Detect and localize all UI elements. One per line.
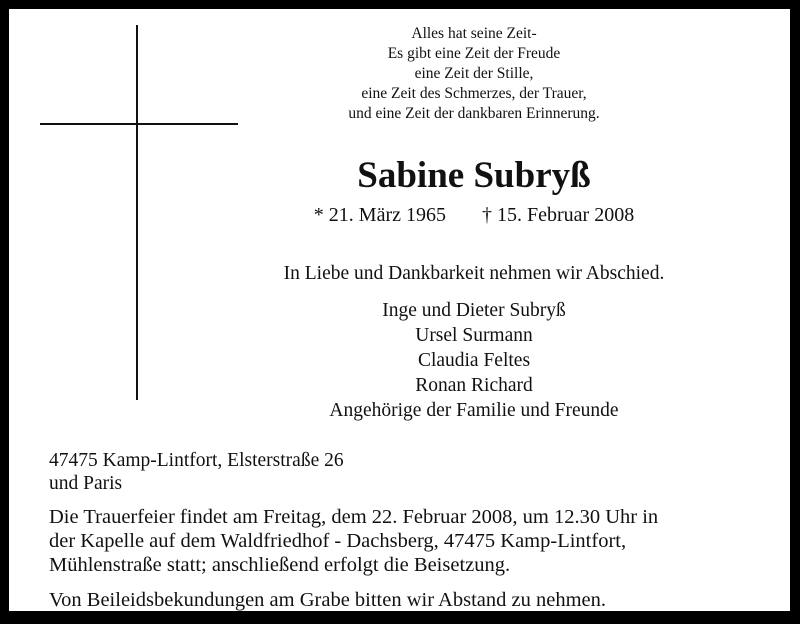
mourners-list [239, 298, 709, 423]
mourner: Ronan Richard [415, 375, 533, 396]
mourner: Angehörige der Familie und Freunde [329, 400, 619, 421]
poem-line: eine Zeit des Schmerzes, der Trauer, [361, 85, 587, 102]
ceremony-info [49, 505, 658, 577]
poem [239, 24, 709, 124]
mourner: Claudia Feltes [417, 350, 531, 371]
address-line: 47475 Kamp-Lintfort, Elsterstraße 26 [49, 450, 344, 471]
mourner: Inge und Dieter Subryß [382, 300, 566, 321]
mourner: Ursel Surmann [415, 325, 533, 346]
ceremony-line: Die Trauerfeier findet am Freitag, dem 22. Februar 2008, um 12.30 Uhr in [49, 506, 659, 528]
address-line: und Paris [49, 473, 123, 494]
farewell-line: In Liebe und Dankbarkeit nehmen wir Abschied. [283, 263, 665, 284]
poem-line: Es gibt eine Zeit der Freude [387, 45, 561, 62]
poem-line: eine Zeit der Stille, [414, 65, 534, 82]
birth-date: * 21. März 1965 [313, 204, 446, 226]
death-date: † 15. Februar 2008 [482, 204, 635, 226]
address [49, 449, 344, 495]
life-dates [239, 204, 709, 227]
poem-line: und eine Zeit der dankbaren Erinnerung. [348, 105, 600, 122]
ceremony-line: der Kapelle auf dem Waldfriedhof - Dachsberg, 47475 Kamp-Lintfort, [49, 530, 627, 552]
ceremony-line: Mühlenstraße statt; anschließend erfolgt die Beisetzung. [49, 554, 511, 576]
closing-note: Von Beileidsbekundungen am Grabe bitten wir Abstand zu nehmen. [49, 589, 606, 611]
obituary-notice [9, 9, 790, 611]
deceased-name: Sabine Subryß [357, 155, 591, 196]
poem-line: Alles hat seine Zeit- [411, 25, 537, 42]
